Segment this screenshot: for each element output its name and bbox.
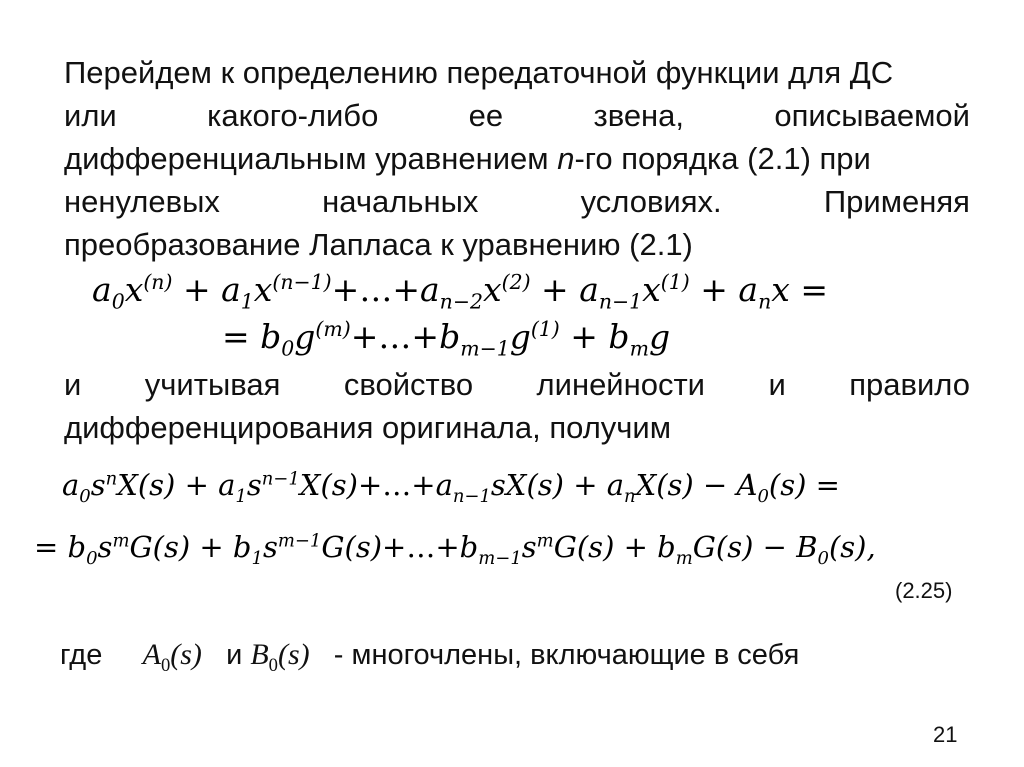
intro-line-5: преобразование Лапласа к уравнению (2.1)	[64, 227, 693, 262]
intro-word: описываемой	[774, 98, 970, 133]
intro-paragraph	[64, 51, 970, 266]
transition-line-2: дифференцирования оригинала, получим	[64, 410, 672, 445]
intro-line-3	[64, 137, 970, 180]
equation-2-line-2: = $b_0s^mG(s)$ + $b_1s^{m-1}G(s)+\dots+b_{m-1}s^mG(s) + b_mG(s) - B_0(s)$,	[34, 530, 876, 569]
and-word: и	[226, 639, 243, 671]
transition-line-1	[64, 363, 970, 406]
intro-word: какого-либо	[207, 98, 379, 133]
transition-word: и	[64, 367, 82, 402]
transition-word: и	[768, 367, 786, 402]
order-variable: n	[557, 141, 575, 176]
where-line	[60, 638, 799, 677]
transition-word: свойство	[343, 367, 474, 402]
intro-word: или	[64, 98, 117, 133]
intro-line-1: Перейдем к определению передаточной функции для ДС	[64, 55, 894, 90]
equation-1-line-2: = $b_0g^{(m)}+\dots+b_{m-1}g^{(1)} + b_mg$	[222, 317, 671, 361]
page-number: 21	[933, 722, 958, 747]
intro-word: условиях.	[580, 184, 722, 219]
intro-word: ее	[468, 98, 504, 133]
transition-word: линейности	[536, 367, 706, 402]
equation-number: (2.25)	[895, 578, 953, 603]
transition-word: правило	[849, 367, 970, 402]
intro-line-2	[64, 94, 970, 137]
intro-text: -го порядка (2.1) при	[574, 141, 871, 176]
intro-word: ненулевых	[64, 184, 220, 219]
equation-2-line-1: $a_0s^nX(s)$ + $a_1s^{n-1}X(s)+\dots+a_{n-1}sX(s) + a_nX(s) - A_0(s)$ =	[62, 468, 840, 507]
intro-text: дифференциальным уравнением	[64, 141, 558, 176]
intro-word: начальных	[322, 184, 479, 219]
intro-line-4	[64, 180, 970, 223]
intro-word: Применяя	[823, 184, 970, 219]
intro-word: звена,	[593, 98, 685, 133]
transition-paragraph	[64, 363, 970, 449]
where-word: где	[60, 639, 103, 671]
polynomial-b0: $B_0(s)$	[250, 638, 310, 676]
equation-1-line-1: $a_0x^{(n)}$ + $a_1x^{(n-1)}+\dots+a_{n-2}x^{(2)} + a_{n-1}x^{(1)} + a_nx$ =	[92, 270, 829, 314]
polynomial-a0: $A_0(s)$	[142, 638, 202, 676]
transition-word: учитывая	[144, 367, 281, 402]
where-rest: - многочлены, включающие в себя	[333, 639, 800, 671]
